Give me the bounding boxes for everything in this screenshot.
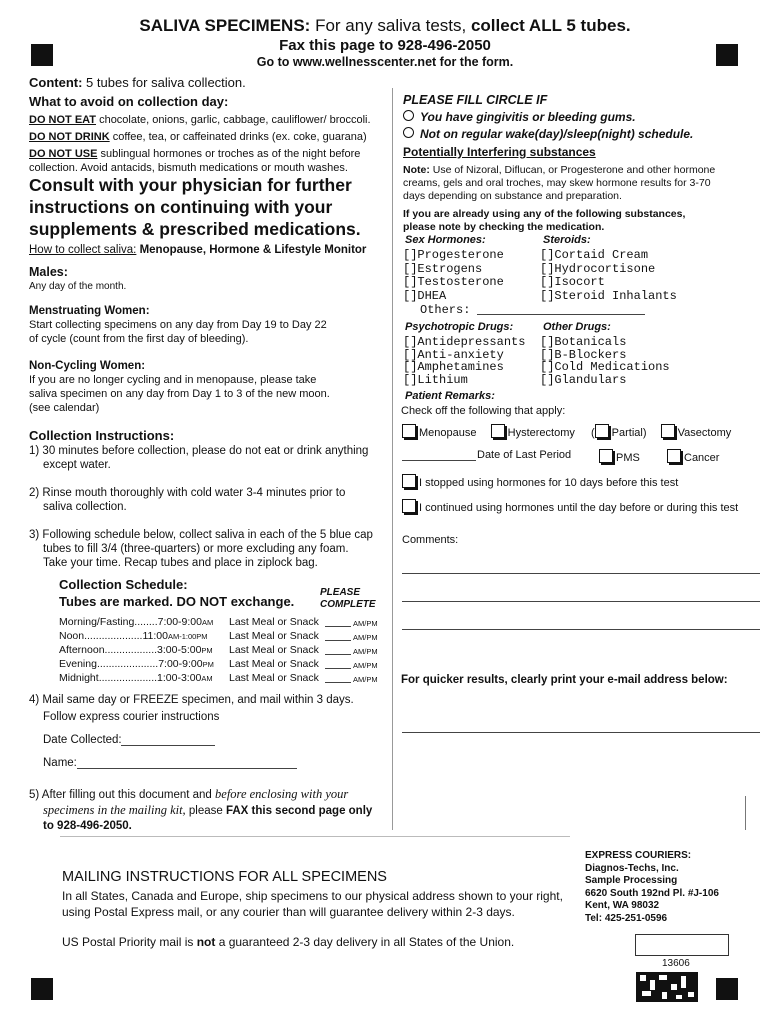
collection-instructions-title: Collection Instructions: (29, 428, 175, 443)
checkbox[interactable] (599, 449, 613, 463)
schedule-table (59, 616, 389, 686)
date-collected-field[interactable] (121, 745, 215, 746)
noncycling-text1: If you are no longer cycling and in menopause, please take (29, 374, 317, 386)
vasectomy-checkbox[interactable] (661, 427, 732, 439)
courier-address (585, 850, 719, 925)
content-label: Content: (29, 75, 83, 90)
email-field[interactable] (402, 732, 760, 733)
checkbox[interactable] (661, 424, 675, 438)
noncycling-text2: saliva specimen on any day from Day 1 to 3 of the new moon. (29, 388, 330, 400)
schedule-suffix: PM (201, 646, 213, 655)
steroids-title: Steroids: (543, 234, 591, 246)
interfering-title: Potentially Interfering substances (403, 145, 596, 159)
checkbox[interactable] (402, 424, 416, 438)
stopped-label: I stopped using hormones for 10 days before this test (419, 477, 679, 489)
other-drugs-title: Other Drugs: (543, 321, 611, 333)
checkbox[interactable] (402, 499, 416, 513)
step3-line2: tubes to fill 3/4 (three-quarters) or more excluding any foam. (43, 543, 349, 555)
fill-circle-title: PLEASE FILL CIRCLE IF (403, 93, 548, 107)
others-label: Others: (420, 303, 471, 317)
step1-line1: 1) 30 minutes before collection, please do not eat or drink anything (29, 445, 369, 457)
list-item[interactable]: []Cortaid Cream (540, 248, 649, 262)
dont-eat-line (29, 114, 371, 126)
list-item[interactable]: []Testosterone (403, 275, 504, 289)
partial-label: Partial) (611, 427, 647, 439)
already-line1: If you are already using any of the following substances, (403, 208, 686, 220)
list-item[interactable]: []Glandulars (540, 372, 627, 387)
consult-line3: supplements & prescribed medications. (29, 219, 361, 239)
dont-use-line2: collection. Avoid antacids, bismuth medications or mouth washes. (29, 162, 348, 174)
list-item[interactable]: []Botanicals (540, 335, 627, 349)
list-item[interactable]: []Steroid Inhalants (540, 288, 677, 303)
schedule-row (59, 658, 389, 672)
code-box[interactable] (635, 934, 729, 956)
meal-time-field[interactable] (325, 668, 351, 669)
cancer-label: Cancer (684, 452, 720, 464)
schedule-ampm: AM/PM (353, 619, 378, 628)
cancer-checkbox[interactable] (667, 449, 719, 464)
schedule-meal: Last Meal or Snack (229, 630, 319, 642)
schedule-subtitle: Tubes are marked. DO NOT exchange. (59, 594, 295, 609)
other-drugs-list (540, 336, 670, 386)
step5-line3: to 928-496-2050. (43, 820, 132, 832)
comments-line[interactable] (402, 573, 760, 574)
header-website: Go to www.wellnesscenter.net for the form. (256, 55, 514, 69)
males-title: Males: (29, 265, 68, 279)
schedule-time: Evening.....................7:00-9:00 (59, 658, 203, 670)
step3-line1: 3) Following schedule below, collect saliva in each of the 5 blue cap (29, 529, 373, 541)
stopped-hormones-checkbox[interactable] (402, 474, 678, 489)
partial-paren: ( (591, 427, 595, 439)
header-title: SALIVA SPECIMENS: (139, 16, 311, 35)
step5-mid: please (185, 805, 226, 817)
schedule-row (59, 630, 389, 644)
schedule-ampm: AM/PM (353, 647, 378, 656)
schedule-option[interactable] (403, 127, 693, 141)
psychotropic-list (403, 336, 525, 386)
please-complete-2: COMPLETE (320, 599, 376, 610)
schedule-row (59, 616, 389, 630)
meal-time-field[interactable] (325, 626, 351, 627)
list-item[interactable]: []B-Blockers (540, 347, 627, 362)
dont-use-text: sublingual hormones or troches as of the night before (97, 148, 361, 160)
last-period-label: Date of Last Period (477, 449, 572, 461)
usps-post: a guaranteed 2-3 day delivery in all States of the Union. (215, 935, 515, 949)
registration-mark-bottom-left (31, 978, 53, 1000)
usps-not: not (196, 935, 216, 949)
checkbox[interactable] (402, 474, 416, 488)
gingivitis-option[interactable] (403, 110, 636, 124)
how-text: Menopause, Hormone & Lifestyle Monitor (136, 244, 367, 256)
list-item[interactable]: []Hydrocortisone (540, 261, 656, 276)
avoid-title: What to avoid on collection day: (29, 94, 229, 109)
courier-line: EXPRESS COURIERS: (585, 850, 692, 861)
vasectomy-label: Vasectomy (677, 427, 732, 439)
consult-line2: instructions on continuing with your (29, 197, 333, 217)
note-line3: days depending on substance and preparation. (403, 190, 622, 202)
last-period-field[interactable] (402, 460, 476, 461)
list-item[interactable]: []Lithium (403, 372, 468, 387)
schedule-title: Collection Schedule: (59, 577, 188, 592)
meal-time-field[interactable] (325, 654, 351, 655)
list-item[interactable]: []Cold Medications (540, 360, 670, 374)
checkbox[interactable] (491, 424, 505, 438)
comments-label: Comments: (402, 534, 459, 546)
name-label: Name: (43, 757, 77, 769)
step5-line1 (29, 787, 348, 802)
step5-fax: FAX this second page only (225, 805, 373, 817)
step4-line2: Follow express courier instructions (43, 711, 220, 723)
mailing-line2: using Postal Express mail, or any courier than will guarantee delivery within 2-3 days. (62, 905, 515, 919)
schedule-label: Not on regular wake(day)/sleep(night) schedule. (420, 127, 694, 141)
menopause-checkbox[interactable] (402, 427, 477, 439)
note-label: Note: (403, 164, 430, 176)
schedule-meal: Last Meal or Snack (229, 616, 319, 628)
how-to-collect (29, 244, 366, 256)
courier-line: Tel: 425-251-0596 (585, 912, 668, 924)
schedule-row (59, 672, 389, 686)
step5-pre: 5) After filling out this document and (29, 789, 216, 801)
usps-line (62, 935, 514, 949)
dont-use-line (29, 148, 360, 160)
name-field[interactable] (77, 768, 297, 769)
mailing-line1: In all States, Canada and Europe, ship specimens to our physical address shown to your right, (62, 889, 563, 903)
schedule-meal: Last Meal or Snack (229, 658, 319, 670)
courier-line: Sample Processing (585, 875, 678, 886)
schedule-ampm: AM/PM (353, 675, 378, 684)
patient-remarks-title: Patient Remarks: (405, 390, 495, 402)
schedule-suffix: PM (202, 660, 214, 669)
schedule-circle[interactable] (403, 127, 414, 138)
schedule-time: Afternoon..................3:00-5:00 (59, 644, 202, 656)
pms-checkbox[interactable] (599, 449, 640, 464)
list-item[interactable]: []Amphetamines (403, 360, 504, 374)
list-item[interactable]: []DHEA (403, 288, 447, 303)
gingivitis-label: You have gingivitis or bleeding gums. (420, 110, 636, 124)
gingivitis-circle[interactable] (403, 110, 414, 121)
step5-line2 (43, 803, 372, 818)
step5-italic1: before enclosing with your (215, 787, 349, 801)
schedule-row (59, 644, 389, 658)
menstruating-text1: Start collecting specimens on any day from Day 19 to Day 22 (29, 319, 327, 331)
step5-italic2: specimens in the mailing kit, (43, 803, 186, 817)
sex-hormone-list (403, 249, 504, 303)
checkoff-label: Check off the following that apply: (401, 405, 566, 417)
note-text1: Use of Nizoral, Diflucan, or Progesterone and other hormone (429, 164, 716, 176)
checkbox[interactable] (595, 424, 609, 438)
others-field[interactable] (477, 314, 645, 315)
partial-checkbox[interactable] (591, 427, 647, 439)
dont-eat-text: chocolate, onions, garlic, cabbage, cauliflower/ broccoli. (96, 114, 371, 126)
header-line1 (0, 16, 770, 36)
how-label: How to collect saliva: (29, 244, 137, 256)
steroid-list (540, 249, 677, 303)
courier-line: Diagnos-Techs, Inc. (585, 862, 679, 874)
continued-label: I continued using hormones until the day before or during this test (419, 502, 739, 514)
courier-line: 6620 South 192nd Pl. #J-106 (585, 887, 719, 899)
dont-drink-line (29, 131, 367, 143)
schedule-time: Midnight....................1:00-3:00 (59, 672, 202, 684)
already-line2: please note by checking the medication. (403, 221, 605, 233)
mailing-title: MAILING INSTRUCTIONS FOR ALL SPECIMENS (62, 869, 387, 885)
list-item[interactable]: []Estrogens (403, 261, 483, 276)
dont-drink-label: DO NOT DRINK (29, 131, 110, 143)
schedule-suffix: AM (201, 674, 213, 683)
continued-hormones-checkbox[interactable] (402, 499, 738, 514)
dont-drink-text: coffee, tea, or caffeinated drinks (ex. coke, guarana) (109, 131, 367, 143)
barcode-icon (636, 972, 698, 1002)
sex-hormones-title: Sex Hormones: (405, 234, 486, 246)
menstruating-text2: of cycle (count from the first day of bleeding). (29, 333, 249, 345)
step2-line2: saliva collection. (43, 501, 127, 513)
menopause-label: Menopause (419, 427, 477, 439)
registration-mark-bottom-right (716, 978, 738, 1000)
date-collected-label: Date Collected: (43, 734, 122, 746)
schedule-suffix: AM (202, 618, 214, 627)
checkbox[interactable] (667, 449, 681, 463)
schedule-ampm: AM/PM (353, 661, 378, 670)
comments-line[interactable] (402, 601, 760, 602)
schedule-meal: Last Meal or Snack (229, 672, 319, 684)
step3-line3: Take your time. Recap tubes and place in ziplock bag. (43, 557, 318, 569)
header-mid: For any saliva tests, (310, 16, 471, 35)
header-collect: collect ALL 5 tubes. (470, 16, 631, 35)
pms-label: PMS (616, 452, 640, 464)
remarks-row1 (402, 424, 731, 439)
consult-line1: Consult with your physician for further (29, 175, 352, 195)
courier-line: Kent, WA 98032 (585, 900, 660, 911)
hysterectomy-label: Hysterectomy (507, 427, 575, 439)
menstruating-title: Menstruating Women: (29, 305, 150, 317)
step4-line1: 4) Mail same day or FREEZE specimen, and mail within 3 days. (29, 694, 354, 706)
column-divider (392, 88, 393, 830)
dont-use-label: DO NOT USE (29, 148, 98, 160)
email-prompt: For quicker results, clearly print your e-mail address below: (401, 674, 728, 686)
noncycling-title: Non-Cycling Women: (29, 360, 146, 372)
list-item[interactable]: []Progesterone (403, 248, 504, 262)
header-fax: Fax this page to 928-496-2050 (279, 37, 491, 54)
schedule-meal: Last Meal or Snack (229, 644, 319, 656)
males-text: Any day of the month. (29, 281, 127, 292)
step1-line2: except water. (43, 459, 111, 471)
dont-eat-label: DO NOT EAT (29, 114, 97, 126)
list-item[interactable]: []Antidepressants (403, 335, 526, 349)
note-line1 (403, 164, 715, 176)
please-complete-1: PLEASE (320, 587, 361, 598)
form-code: 13606 (662, 958, 690, 969)
content-text: 5 tubes for saliva collection. (82, 75, 246, 90)
email-box-edge (745, 796, 746, 830)
noncycling-text3: (see calendar) (29, 402, 100, 414)
hysterectomy-checkbox[interactable] (491, 427, 575, 439)
note-line2: creams, gels and oral troches, may skew hormone results for 3-70 (403, 177, 711, 189)
list-item[interactable]: []Anti-anxiety (403, 347, 504, 362)
schedule-suffix: AM-1:00PM (167, 632, 208, 641)
schedule-ampm: AM/PM (353, 633, 378, 642)
content-line (29, 75, 246, 90)
footer-divider (60, 836, 570, 837)
comments-line[interactable] (402, 629, 760, 630)
list-item[interactable]: []Isocort (540, 275, 605, 289)
step2-line1: 2) Rinse mouth thoroughly with cold water 3-4 minutes prior to (29, 487, 346, 499)
schedule-time: Morning/Fasting........7:00-9:00 (59, 616, 202, 628)
meal-time-field[interactable] (325, 682, 351, 683)
schedule-time: Noon....................11:00 (59, 630, 168, 642)
psychotropic-title: Psychotropic Drugs: (405, 321, 514, 333)
usps-pre: US Postal Priority mail is (62, 935, 197, 949)
meal-time-field[interactable] (325, 640, 351, 641)
